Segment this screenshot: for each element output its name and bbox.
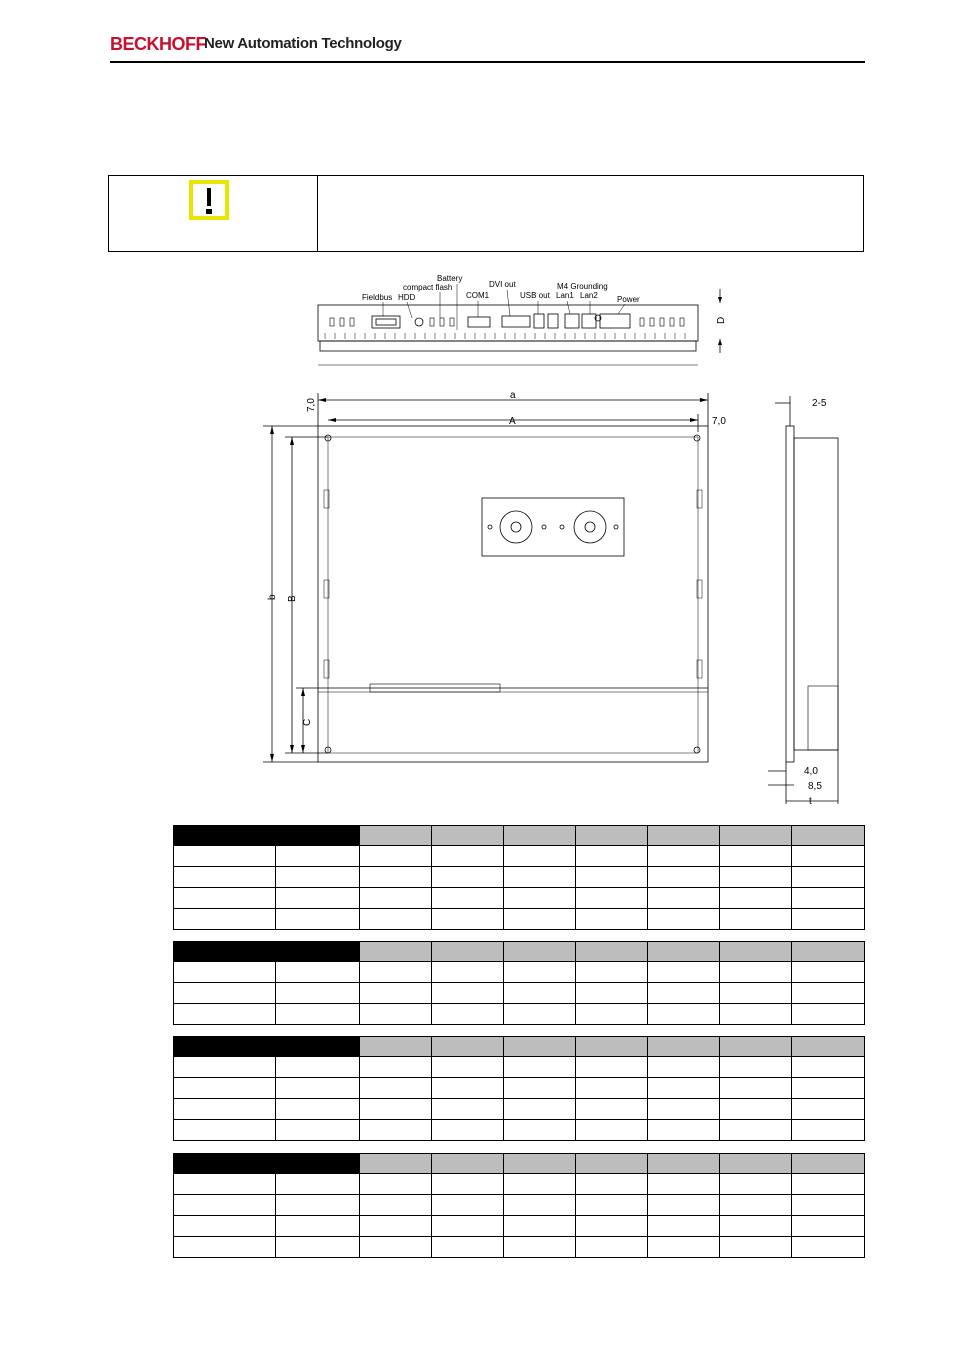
dim-a: a [510, 390, 516, 401]
table-row [174, 846, 865, 867]
dimension-table-2 [173, 941, 865, 1025]
label-fieldbus: Fieldbus [362, 293, 393, 302]
label-usb-out: USB out [520, 291, 550, 300]
table-header-row [174, 826, 865, 846]
dimension-table-1 [173, 825, 865, 930]
label-m4-grounding: M4 Grounding [557, 282, 608, 291]
table-header-row [174, 942, 865, 962]
label-com1: COM1 [466, 291, 490, 300]
table-row [174, 983, 865, 1004]
label-power: Power [617, 295, 640, 304]
table-row [174, 1057, 865, 1078]
dim-top-offset: 7,0 [306, 398, 317, 412]
dim-t: t [809, 796, 812, 807]
dim-B: B [287, 595, 298, 602]
table-row [174, 1195, 865, 1216]
table-row [174, 1237, 865, 1258]
table-row [174, 1120, 865, 1141]
dim-C: C [302, 718, 313, 726]
table-row [174, 1174, 865, 1195]
table-row [174, 962, 865, 983]
table-row [174, 1078, 865, 1099]
table-header-row [174, 1154, 865, 1174]
dim-depth-2: 8,5 [808, 781, 822, 792]
label-hdd: HDD [398, 293, 416, 302]
dim-right-offset: 7,0 [712, 416, 726, 427]
table-row [174, 1216, 865, 1237]
dimension-table-4 [173, 1153, 865, 1258]
table-row [174, 1004, 865, 1025]
dim-A: A [509, 416, 516, 427]
table-row [174, 888, 865, 909]
label-lan2: Lan2 [580, 291, 598, 300]
table-header-row [174, 1037, 865, 1057]
dimension-table-3 [173, 1036, 865, 1141]
label-dvi-out: DVI out [489, 280, 516, 289]
label-compact-flash: compact flash [403, 283, 453, 292]
dim-depth-1: 4,0 [804, 766, 818, 777]
label-lan1: Lan1 [556, 291, 574, 300]
dim-b: b [267, 594, 278, 600]
table-row [174, 867, 865, 888]
dim-range: 2-5 [812, 398, 827, 409]
dim-D: D [716, 316, 727, 324]
table-row [174, 1099, 865, 1120]
brand-logo: BECKHOFF [110, 34, 206, 54]
brand-tagline: New Automation Technology [204, 35, 402, 52]
table-row [174, 909, 865, 930]
label-battery: Battery [437, 274, 463, 283]
